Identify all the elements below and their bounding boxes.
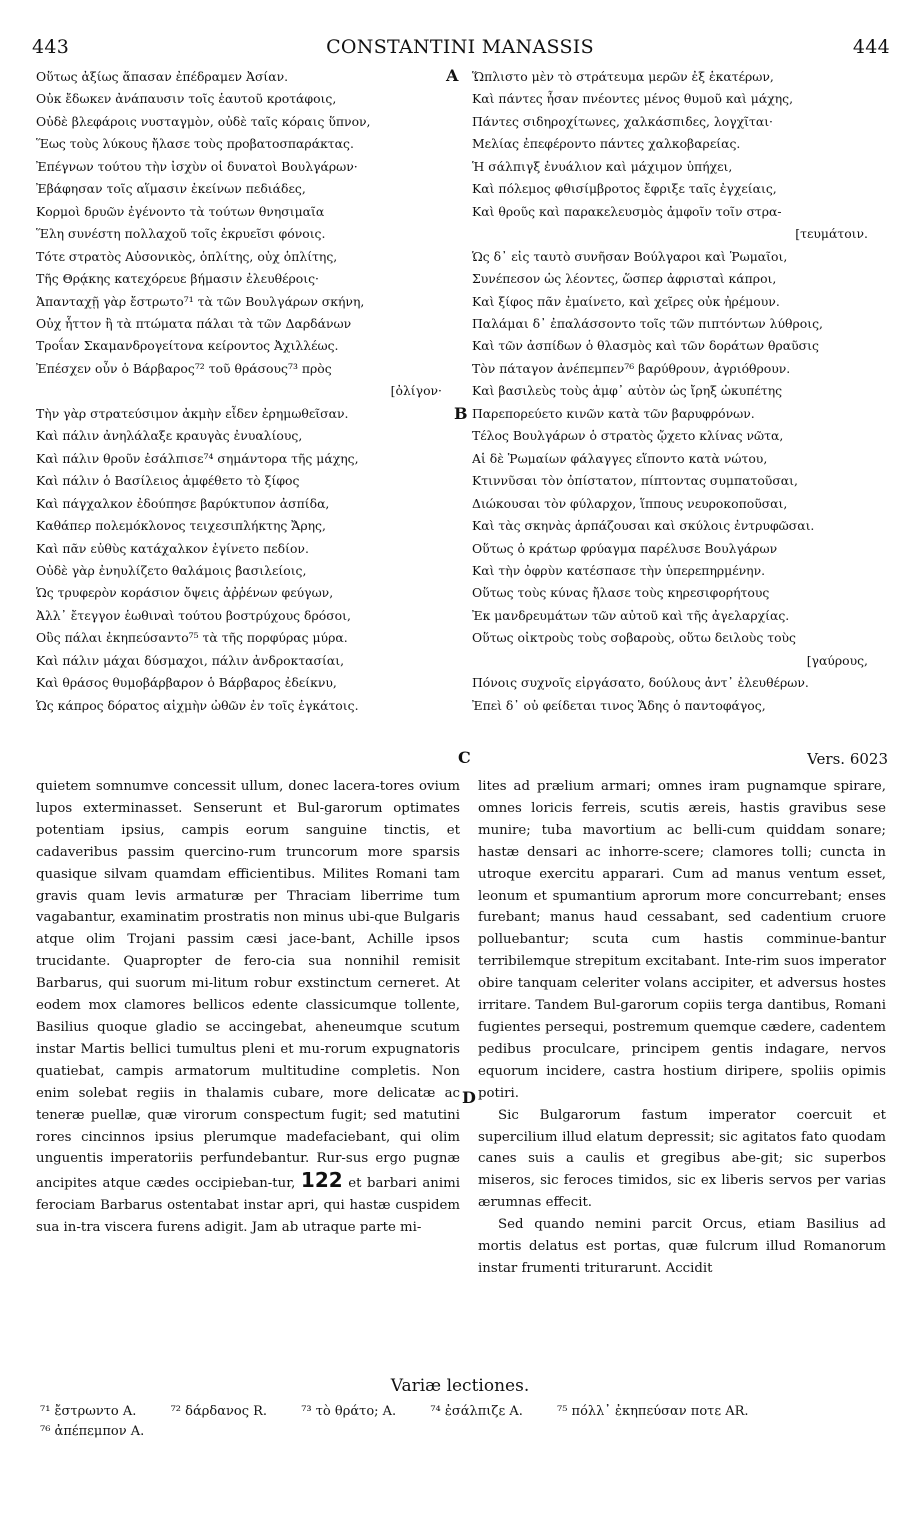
greek-column-left	[36, 66, 459, 717]
variae-line-2	[40, 1422, 900, 1442]
greek-left-verse-line: Καὶ πάλιν ὁ Βασίλειος ἀμφέθετο τὸ ξίφος	[36, 473, 300, 489]
greek-right-verse-line: Ὥπλιστο μὲν τὸ στράτευμα μερῶν ἐξ ἑκατέρων,	[472, 69, 774, 84]
greek-right-verse-line: Πάντες σιδηροχίτωνες, χαλκάσπιδες, λογχῖται·	[472, 113, 773, 129]
greek-right-verse-line: Διώκουσαι τὸν φύλαρχον, ἵππους νευροκοποῦσαι,	[472, 495, 788, 511]
page-number-right: 444	[852, 36, 890, 58]
latin-left-text-a: quietem somnumve concessit ullum, donec lacera-tores ovium lupos exterminasset. Senserunt et Bul-garorum optimates potentiam ipsius, campis eorum sanguine tinctis, et cadaveribus passim quercino-rum truncorum more sparsis quasique silvam quamdam efficientibus. Milites Romani tam gravis quam levis armaturæ per Thraciam liberrime tum vagabantur, examinatim prostratis non minus ubi-que Bulgaris atque olim Trojani passim cæsi jace-bant, Achille ipsos trucidante. Quapropter de fero-cia sua nonnihil remisit Barbarus, qui suorum mi-litum robur exstinctum cerneret. At eodem mox clamores bellicos edente classicumque tollente, Basilius quoque gladio se accingebat, aheneumque scutum instar Martis bellici tumultus pleni et mu-rorum expugnatoris quatiebat, campis armatorum multitudine completis. Non enim solebat regiis in thalamis cubare, more delicatæ ac teneræ puellæ, quæ virorum conspectum fugit; sed matutini rores cincinnos ipsius plerumque madefaciebant, qui olim unguentis imperatoriis perfundebantur. Rur-sus ergo pugnæ ancipites atque cædes occipieban-tur,	[36, 779, 460, 1192]
greek-right-verse-line: Καὶ πάντες ἦσαν πνέοντες μένος θυμοῦ καὶ μάχης,	[472, 91, 794, 107]
greek-right-verse-line: Ἐπεὶ δ᾽ οὐ φείδεται τινος Ἅδης ὁ παντοφάγος,	[472, 697, 766, 713]
greek-right-verse-line: Καὶ θροῦς καὶ παρακελευσμὸς ἀμφοῖν τοῖν στρα-	[472, 203, 782, 219]
variae-line-1	[40, 1402, 900, 1422]
greek-right-verse-line: Μελίας ἐπεφέροντο πάντες χαλκοβαρείας.	[472, 136, 741, 152]
greek-left-verse-line: Ἐπέσχεν οὖν ὁ Βάρβαρος⁷² τοῦ θράσους⁷³ πρὸς	[36, 360, 332, 376]
greek-right-verse-line: Ἐκ μανδρευμάτων τῶν αὐτοῦ καὶ τῆς ἀγελαρχίας.	[472, 607, 790, 623]
margin-letter-b: B	[454, 404, 468, 423]
greek-left-verse-line: Ὡς τρυφερὸν κοράσιον ὄψεις ἀῤῥένων φεύγων,	[36, 585, 334, 601]
latin-right-paragraph-2: Sic Bulgarorum fastum imperator coercuit et supercilium illud elatum depressit; sic agitatos fato quodam canes suis a caulis et gregibus abe-git; sic superbos miseros, sic feroces timidos, sic ex liberis servos per varias ærumnas effecit.	[478, 1107, 886, 1211]
greek-left-verse-line: Ἁπανταχῇ γὰρ ἔστρωτο⁷¹ τὰ τῶν Βουλγάρων σκήνη,	[36, 293, 365, 309]
variant-reading: ⁷⁴ ἐσάλπιζε A.	[430, 1404, 523, 1419]
greek-left-verse-line: Οὓς πάλαι ἐκηπεύσαντο⁷⁵ τὰ τῆς πορφύρας μύρα.	[36, 630, 348, 646]
latin-right-paragraph-1: lites ad prælium armari; omnes iram pugnamque spirare, omnes loricis ferreis, scutis æreis, hastis gravibus sese munire; tuba mavortium ac belli-cum quiddam sonare; hastæ densari ac inhorre-scere; clamores tolli; cuncta in utroque exercitu apparari. Cum ad manus ventum esset, leonum et spumantium aprorum more concurrebant; enses furebant; manus haud cessabant, sed cadentium cruore polluebantur; scuta cum hastis comminue-bantur terribilemque strepitum excitabant. Inte-rim suos imperator obire tanquam celeriter volans accipiter, et adversus hostes irritare. Tandem Bul-garorum copiis terga dantibus, Romani fugientes persequi, postremum quemque cædere, cadentem pedibus proculcare, principem gentis indagare, nervos equorum incidere, castra hostium diripere, spoliis opimis potiri.	[478, 779, 886, 1101]
greek-left-verse-line: Καὶ πᾶν εὐθὺς κατάχαλκον ἐγίνετο πεδίον.	[36, 540, 309, 556]
greek-left-verse-line: Τότε στρατὸς Αὐσονικὸς, ὁπλίτης, οὐχ ὁπλίτης,	[36, 248, 338, 264]
greek-left-verse-line: Τῆς Θρᾴκης κατεχόρευε βήμασιν ἐλευθέροις·	[36, 271, 319, 287]
greek-left-verse-line: Οὐδὲ βλεφάροις νυσταγμὸν, οὐδὲ ταῖς κόραις ὕπνον,	[36, 113, 371, 129]
greek-right-verse-line: Τέλος Βουλγάρων ὁ στρατὸς ᾤχετο κλίνας νῶτα,	[472, 428, 784, 444]
page-number-left: 443	[32, 36, 70, 58]
greek-right-verse-line: Αἱ δὲ Ῥωμαίων φάλαγγες εἵποντο κατὰ νώτου,	[472, 450, 768, 466]
greek-right-verse-line: Καὶ πόλεμος φθισίμβροτος ἔφριξε ταῖς ἐγχείαις,	[472, 181, 777, 197]
greek-left-verse-line: Οὐδὲ γὰρ ἐνηυλίζετο θαλάμοις βασιλείοις,	[36, 562, 307, 578]
running-header	[0, 36, 920, 64]
greek-left-verse-line: Ἐπέγνων τούτου τὴν ἰσχὺν οἱ δυνατοὶ Βουλγάρων·	[36, 158, 358, 174]
greek-right-verse-line: [γαύρους,	[806, 652, 868, 668]
greek-right-verse-line: Καὶ τῶν ἀσπίδων ὁ θλασμὸς καὶ τῶν δοράτων θραῦσις	[472, 338, 819, 354]
greek-left-verse-line: Τροΐαν Σκαμανδρογείτονα κείροντος Ἀχιλλέως.	[36, 338, 339, 354]
greek-right-verse-line: Οὕτως τοὺς κύνας ἤλασε τοὺς κηρεσιφορήτους	[472, 585, 770, 601]
greek-right-verse-line: Παλάμαι δ᾽ ἐπαλάσσοντο τοῖς τῶν πιπτόντων λύθροις,	[472, 315, 823, 331]
greek-left-verse-line: Ἀλλ᾽ ἔτεγγον ἑωθιναὶ τούτου βοστρύχους δρόσοι,	[36, 607, 351, 623]
greek-column-right	[472, 66, 882, 717]
greek-right-verse-line: Συνέπεσον ὡς λέοντες, ὥσπερ ἀφρισταὶ κάπροι,	[472, 271, 777, 287]
greek-right-verse-line: Ἡ σάλπιγξ ἐνυάλιον καὶ μάχιμον ὑπήχει,	[472, 158, 733, 174]
latin-left-text-b: et barbari animi ferociam Barbarus ostentabat instar apri, qui hastæ cuspidem sua in-tra viscera furens adigit. Jam ab utraque parte mi-	[36, 1176, 460, 1236]
greek-left-verse-line: Οὐκ ἔδωκεν ἀνάπαυσιν τοῖς ἑαυτοῦ κροτάφοις,	[36, 91, 337, 107]
greek-right-verse-line: Παρεπορεύετο κινῶν κατὰ τῶν βαρυφρόνων.	[472, 405, 755, 421]
greek-left-verse-line: Ἕλη συνέστη πολλαχοῦ τοῖς ἐκρυεῖσι φόνοις.	[36, 226, 326, 242]
verse-reference: Vers. 6023	[807, 750, 888, 768]
variant-reading: ⁷² δάρδανος R.	[170, 1404, 268, 1419]
variant-reading: ⁷¹ ἔστρωντο A.	[40, 1404, 137, 1419]
margin-letter-d: D	[462, 1088, 476, 1107]
variae-lectiones-title: Variæ lectiones.	[390, 1376, 530, 1396]
greek-left-verse-line: Τὴν γὰρ στρατεύσιμον ἀκμὴν εἶδεν ἐρημωθεῖσαν.	[36, 405, 349, 421]
greek-right-verse-line: [τευμάτοιν.	[795, 226, 868, 242]
greek-right-verse-line: Ὡς δ᾽ εἰς ταυτὸ συνῆσαν Βούλγαροι καὶ Ῥωμαῖοι,	[472, 248, 788, 264]
greek-right-verse-line: Καὶ τὴν ὀφρὺν κατέσπασε τὴν ὑπερεπηρμένην.	[472, 562, 766, 578]
greek-right-verse-line: Καὶ βασιλεὺς τοὺς ἀμφ᾽ αὐτὸν ὡς ἴρηξ ὠκυπέτης	[472, 383, 783, 399]
greek-left-verse-line: [ὀλίγον·	[390, 383, 442, 399]
greek-left-verse-line: Οὕτως ἀξίως ἅπασαν ἐπέδραμεν Ἀσίαν.	[36, 69, 289, 84]
greek-left-verse-line: Καθάπερ πολεμόκλονος τειχεσιπλήκτης Ἄρης,	[36, 518, 326, 534]
greek-right-verse-line: Κτιννῦσαι τὸν ὀπίστατον, πίπτοντας συμπατοῦσαι,	[472, 473, 798, 489]
greek-left-verse-line: Καὶ πάλιν μάχαι δύσμαχοι, πάλιν ἀνδροκτασίαι,	[36, 652, 345, 668]
margin-letter-c: C	[458, 748, 471, 767]
margin-letter-a: A	[446, 66, 459, 85]
greek-left-verse-line: Ὡς κάπρος δόρατος αἰχμὴν ὠθῶν ἐν τοῖς ἐγκάτοις.	[36, 697, 359, 713]
variant-reading: ⁷⁵ πόλλ᾽ ἐκηπεύσαν ποτε AR.	[556, 1404, 749, 1419]
latin-right-paragraph-3: Sed quando nemini parcit Orcus, etiam Basilius ad mortis delatus est portas, quæ fulcrum illud Romanorum instar frumenti triturarunt. Accidit	[478, 1217, 886, 1276]
greek-right-verse-line: Πόνοις συχνοῖς εἰργάσατο, δούλους ἀντ᾽ ἐλευθέρων.	[472, 675, 809, 691]
column-number: 122	[300, 1168, 343, 1193]
greek-right-verse-line: Καὶ ξίφος πᾶν ἐμαίνετο, καὶ χεῖρες οὐκ ἠρέμουν.	[472, 293, 780, 309]
variant-reading: ⁷³ τὸ θράτο; A.	[301, 1404, 397, 1419]
greek-left-verse-line: Καὶ θράσος θυμοβάρβαρον ὁ Βάρβαρος ἐδείκνυ,	[36, 675, 337, 691]
latin-column-right	[478, 776, 886, 1280]
variant-reading: ⁷⁶ ἀπέπεμπον A.	[40, 1424, 145, 1439]
latin-column-left	[36, 776, 460, 1239]
greek-right-verse-line: Καὶ τὰς σκηνὰς ἁρπάζουσαι καὶ σκύλοις ἐντρυφῶσαι.	[472, 518, 815, 534]
greek-left-verse-line: Ἕως τοὺς λύκους ἤλασε τοὺς προβατοσπαράκτας.	[36, 136, 354, 152]
greek-left-verse-line: Καὶ πάλιν θροῦν ἐσάλπισε⁷⁴ σημάντορα τῆς μάχης,	[36, 450, 359, 466]
greek-right-verse-line: Οὕτως οἰκτροὺς τοὺς σοβαροὺς, οὕτω δειλοὺς τοὺς	[472, 630, 797, 646]
greek-right-verse-line: Οὕτως ὁ κράτωρ φρύαγμα παρέλυσε Βουλγάρων	[472, 540, 778, 556]
greek-left-verse-line: Ἐβάφησαν τοῖς αἵμασιν ἐκείνων πεδιάδες,	[36, 181, 306, 197]
greek-left-verse-line: Καὶ πάγχαλκον ἐδούπησε βαρύκτυπον ἀσπίδα,	[36, 495, 330, 511]
running-title: CONSTANTINI MANASSIS	[326, 36, 594, 58]
greek-right-verse-line: Τὸν πάταγον ἀνέπεμπεν⁷⁶ βαρύθρουν, ἀγριόθρουν.	[472, 360, 791, 376]
greek-left-verse-line: Κορμοὶ δρυῶν ἐγένοντο τὰ τούτων θνησιμαῖα	[36, 203, 325, 219]
greek-left-verse-line: Οὐχ ἧττον ἢ τὰ πτώματα πάλαι τὰ τῶν Δαρδάνων	[36, 315, 352, 331]
greek-left-verse-line: Καὶ πάλιν ἀνηλάλαξε κραυγὰς ἐνυαλίους,	[36, 428, 303, 444]
